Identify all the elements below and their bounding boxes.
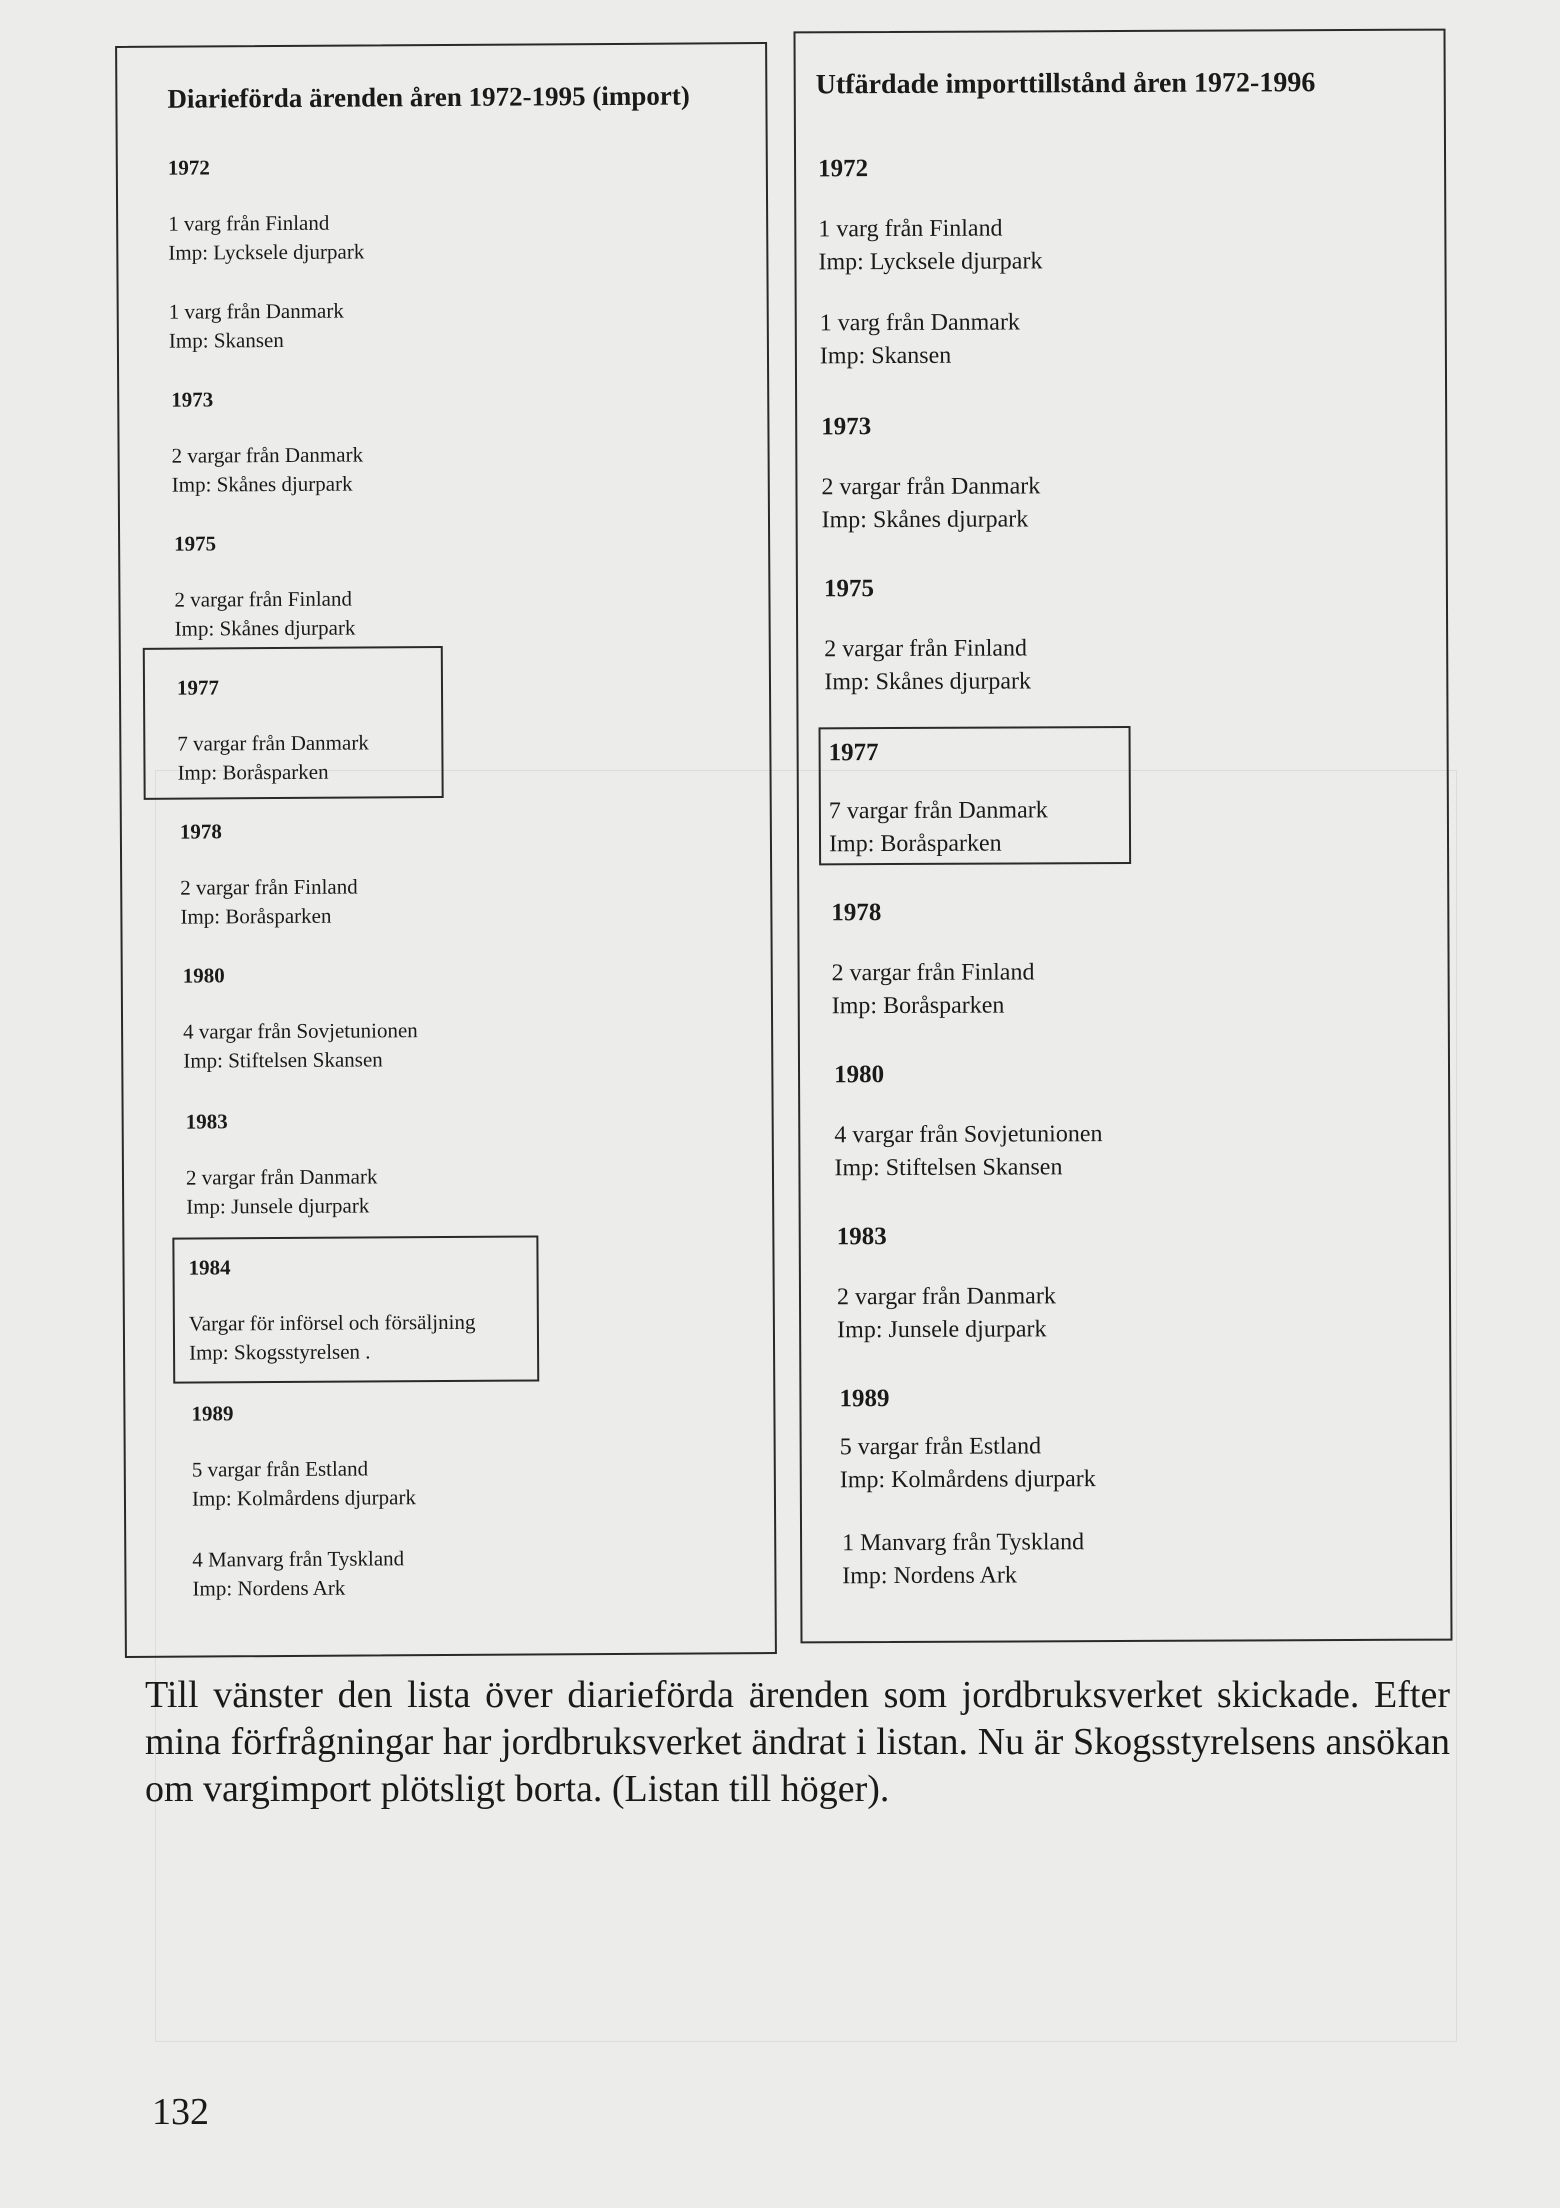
right-list-title: Utfärdade importtillstånd åren 1972-1996 (815, 67, 1316, 101)
left-entry-line: Imp: Lycksele djurpark (168, 239, 365, 265)
left-year-1983: 1983 (185, 1109, 228, 1134)
right-entry-line: 7 vargar från Danmark (828, 797, 1048, 825)
left-entry-line: 2 vargar från Finland (180, 874, 358, 900)
right-year-1983: 1983 (836, 1223, 887, 1251)
left-entry-line: Imp: Skånes djurpark (174, 615, 356, 641)
left-year-1989: 1989 (191, 1401, 234, 1426)
right-entry-line: Imp: Nordens Ark (842, 1562, 1017, 1590)
right-entry (832, 956, 1035, 1023)
right-entry (818, 212, 1042, 279)
right-entry-line: 4 vargar från Sovjetunionen (834, 1121, 1103, 1149)
right-entry-line: Imp: Skånes djurpark (821, 506, 1029, 534)
left-list-title: Diarieförda ärenden åren 1972-1995 (import) (167, 80, 690, 114)
right-entry-line: Imp: Junsele djurpark (837, 1316, 1047, 1344)
left-entry-line: 2 vargar från Finland (174, 586, 353, 612)
right-entry (824, 632, 1031, 699)
left-entry-line: Imp: Nordens Ark (192, 1575, 346, 1601)
left-year-1980: 1980 (182, 963, 225, 988)
left-entry (169, 297, 344, 356)
left-entry (186, 1162, 378, 1221)
right-entry (837, 1280, 1056, 1347)
right-entry (840, 1430, 1096, 1497)
left-entry-line: Imp: Stiftelsen Skansen (183, 1047, 383, 1073)
right-entry (829, 794, 1048, 861)
left-year-1978: 1978 (179, 819, 222, 844)
left-list-panel (115, 42, 777, 1658)
right-entry (820, 306, 1020, 373)
right-entry-line: Imp: Skansen (819, 342, 952, 370)
left-entry-line: 2 vargar från Danmark (171, 442, 364, 468)
left-entry-line: Imp: Kolmårdens djurpark (191, 1485, 416, 1511)
right-entry (842, 1526, 1084, 1593)
right-year-1975: 1975 (823, 575, 874, 603)
left-entry-line: Imp: Boråsparken (180, 903, 332, 929)
right-entry-line: 2 vargar från Danmark (821, 473, 1041, 501)
right-entry-line: 1 varg från Danmark (819, 309, 1020, 337)
right-entry-line: 2 vargar från Finland (824, 635, 1028, 663)
right-year-1973: 1973 (821, 413, 872, 441)
left-entry (183, 1016, 418, 1075)
right-entry (834, 1118, 1102, 1185)
left-entry-line: 4 vargar från Sovjetunionen (183, 1018, 418, 1044)
left-entry (189, 1308, 476, 1368)
page-number: 132 (152, 2091, 209, 2133)
left-entry-line: Imp: Skogsstyrelsen . (188, 1339, 371, 1365)
left-entry (168, 208, 364, 267)
left-entry (180, 873, 358, 932)
left-entry (192, 1544, 404, 1603)
left-entry-line: 4 Manvarg från Tyskland (192, 1546, 405, 1572)
left-year-1984: 1984 (188, 1255, 231, 1280)
left-year-1972: 1972 (167, 155, 210, 180)
right-list-panel (793, 29, 1452, 1644)
caption-paragraph: Till vänster den lista över diarieförda ärenden som jordbruksverket skickade. Efter mina förfrågningar har jordbruksverket ändrat i listan. Nu är Skogsstyrelsens ansökan om vargimport plötsligt borta. (Listan till höger). (145, 1674, 1450, 1810)
right-entry-line: Imp: Skånes djurpark (824, 668, 1032, 696)
left-entry-line: Imp: Boråsparken (177, 759, 329, 785)
left-year-1975: 1975 (174, 531, 217, 556)
right-entry-line: 1 varg från Finland (818, 215, 1003, 243)
right-entry-line: 1 Manvarg från Tyskland (842, 1529, 1085, 1557)
right-year-1972: 1972 (818, 155, 869, 183)
left-entry-line: Imp: Skånes djurpark (171, 471, 353, 497)
right-year-1978: 1978 (831, 899, 882, 927)
right-entry-line: Imp: Lycksele djurpark (818, 248, 1043, 276)
right-entry-line: Imp: Boråsparken (831, 992, 1005, 1020)
right-year-1977: 1977 (828, 739, 879, 767)
right-entry-line: 2 vargar från Danmark (836, 1283, 1056, 1311)
left-year-1973: 1973 (171, 387, 214, 412)
left-entry-line: 1 varg från Danmark (168, 298, 344, 324)
right-entry-line: 5 vargar från Estland (839, 1433, 1042, 1461)
left-entry-line: Imp: Junsele djurpark (186, 1193, 370, 1219)
right-year-1980: 1980 (833, 1061, 885, 1089)
left-entry (177, 728, 369, 787)
left-entry-line: Vargar för införsel och försäljning (188, 1309, 476, 1336)
right-entry-line: Imp: Kolmårdens djurpark (839, 1466, 1096, 1494)
left-year-1977: 1977 (176, 675, 220, 700)
left-entry-line: 2 vargar från Danmark (185, 1164, 378, 1190)
left-entry-line: Imp: Skansen (168, 327, 284, 353)
left-entry-line: 5 vargar från Estland (191, 1456, 369, 1482)
left-entry-line: 7 vargar från Danmark (177, 730, 369, 756)
right-year-1989: 1989 (839, 1385, 890, 1413)
right-entry-line: 2 vargar från Finland (831, 959, 1035, 987)
right-entry-line: Imp: Stiftelsen Skansen (834, 1154, 1063, 1182)
right-entry-line: Imp: Boråsparken (828, 830, 1002, 858)
left-entry-line: 1 varg från Finland (168, 210, 330, 236)
right-entry (821, 470, 1040, 537)
left-entry (192, 1454, 416, 1513)
left-entry (172, 440, 364, 499)
left-entry (174, 585, 355, 644)
